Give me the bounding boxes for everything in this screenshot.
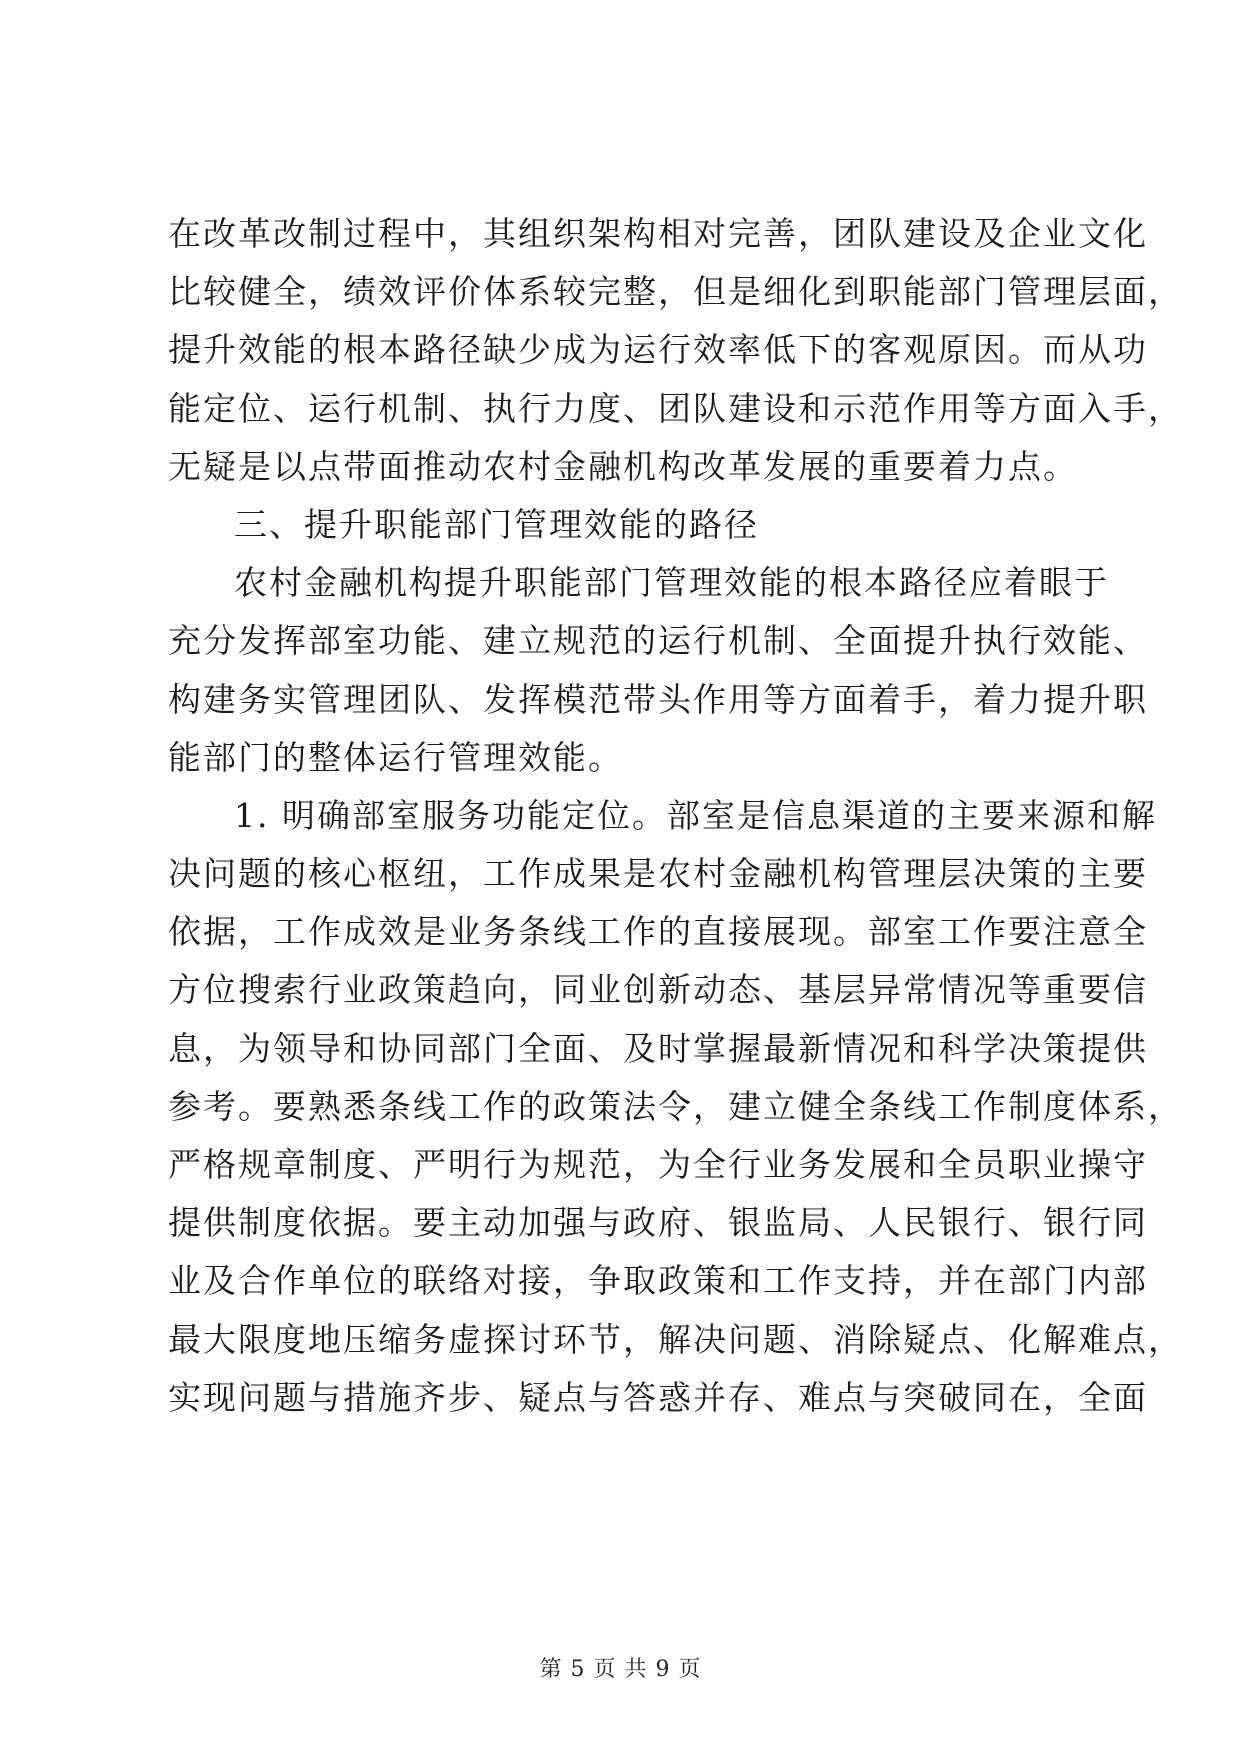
paragraph-line: 无疑是以点带面推动农村金融机构改革发展的重要着力点。 <box>168 446 1078 486</box>
paragraph-line: 充分发挥部室功能、建立规范的运行机制、全面提升执行效能、 <box>168 621 1148 661</box>
paragraph-line: 提升效能的根本路径缺少成为运行效率低下的客观原因。而从功 <box>168 330 1148 370</box>
paragraph-line: 能定位、运行机制、执行力度、团队建设和示范作用等方面入手， <box>168 388 1183 428</box>
section-heading: 三、提升职能部门管理效能的路径 <box>234 504 759 544</box>
paragraph-line: 提供制度依据。要主动加强与政府、银监局、人民银行、银行同 <box>168 1203 1148 1243</box>
paragraph-line: 依据，工作成效是业务条线工作的直接展现。部室工作要注意全 <box>168 912 1148 952</box>
paragraph-line: 方位搜索行业政策趋向，同业创新动态、基层异常情况等重要信 <box>168 970 1148 1010</box>
page-number-footer: 第 5 页 共 9 页 <box>539 1657 702 1682</box>
paragraph-line: 最大限度地压缩务虚探讨环节，解决问题、消除疑点、化解难点， <box>168 1319 1183 1359</box>
paragraph-line: 能部门的整体运行管理效能。 <box>168 737 623 777</box>
paragraph-line: 比较健全，绩效评价体系较完整，但是细化到职能部门管理层面， <box>168 272 1183 312</box>
paragraph-line: 严格规章制度、严明行为规范，为全行业务发展和全员职业操守 <box>168 1145 1148 1184</box>
paragraph-line: 构建务实管理团队、发挥模范带头作用等方面着手，着力提升职 <box>168 679 1148 719</box>
paragraph-line: 在改革改制过程中，其组织架构相对完善，团队建设及企业文化 <box>168 214 1148 253</box>
paragraph-line: 息，为领导和协同部门全面、及时掌握最新情况和科学决策提供 <box>168 1028 1148 1068</box>
paragraph-line: 决问题的核心枢纽，工作成果是农村金融机构管理层决策的主要 <box>168 854 1148 894</box>
paragraph-line: 参考。要熟悉条线工作的政策法令，建立健全条线工作制度体系， <box>168 1086 1183 1126</box>
paragraph-line: 业及合作单位的联络对接，争取政策和工作支持，并在部门内部 <box>168 1261 1148 1301</box>
body-text <box>168 205 1183 1427</box>
paragraph-line: 1. 明确部室服务功能定位。部室是信息渠道的主要来源和解 <box>234 795 1157 835</box>
paragraph-line: 实现问题与措施齐步、疑点与答惑并存、难点与突破同在，全面 <box>168 1377 1148 1417</box>
paragraph-line: 农村金融机构提升职能部门管理效能的根本路径应着眼于 <box>234 563 1109 603</box>
